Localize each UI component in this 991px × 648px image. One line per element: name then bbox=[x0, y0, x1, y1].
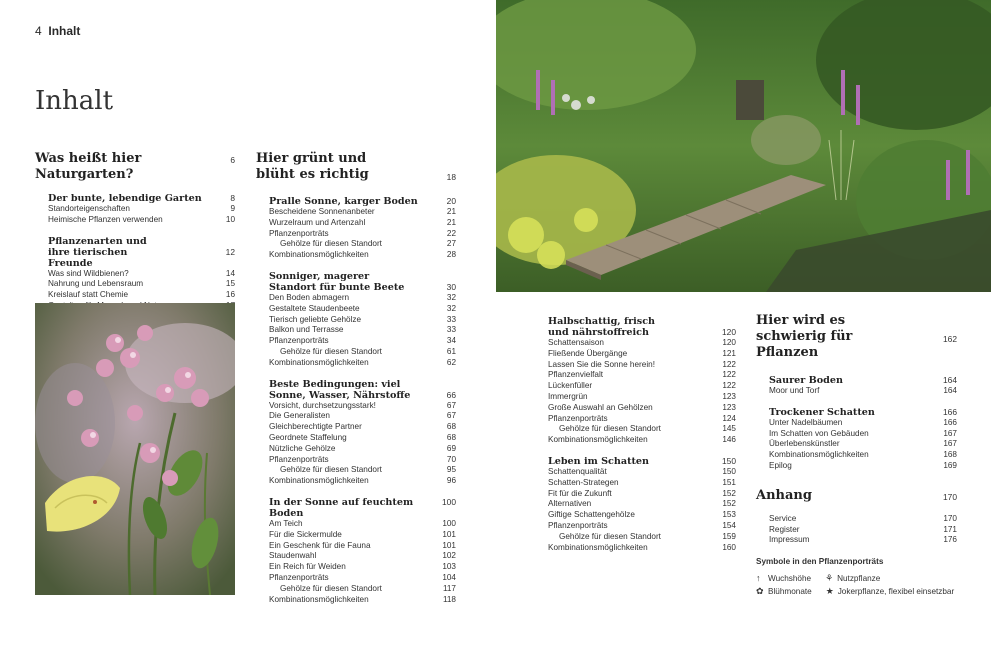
entry-page: 152 bbox=[722, 488, 736, 498]
entry-page: 160 bbox=[722, 542, 736, 552]
entry-label: Gehölze für diesen Standort bbox=[280, 239, 382, 249]
section-title: Trockener Schatten bbox=[769, 406, 875, 418]
entry-label: Nützliche Gehölze bbox=[269, 443, 336, 453]
toc-entry[interactable] bbox=[269, 476, 456, 487]
section-heading[interactable] bbox=[269, 497, 456, 519]
legend-row bbox=[756, 572, 966, 585]
toc-entry[interactable] bbox=[548, 478, 736, 489]
entry-label: Kombinationsmöglichkeiten bbox=[269, 594, 369, 604]
entry-page: 117 bbox=[442, 583, 456, 593]
toc-entry[interactable] bbox=[48, 279, 235, 290]
toc-column-1 bbox=[35, 151, 235, 312]
toc-column-4 bbox=[756, 313, 957, 546]
section-heading[interactable] bbox=[48, 236, 235, 269]
entry-page: 122 bbox=[722, 381, 736, 391]
section-title: Pflanzenarten und ihre tierischen Freunde bbox=[48, 235, 147, 269]
page-title: Inhalt bbox=[35, 86, 114, 116]
toc-entry[interactable] bbox=[269, 304, 456, 315]
entry-page: 153 bbox=[722, 510, 736, 520]
legend-row bbox=[756, 585, 966, 598]
entry-label: Fit für die Zukunft bbox=[548, 488, 612, 498]
entry-page: 32 bbox=[446, 292, 456, 302]
entry-label: Balkon und Terrasse bbox=[269, 325, 344, 335]
entry-page: 154 bbox=[722, 520, 736, 530]
star-icon: ★ bbox=[825, 586, 834, 596]
entry-label: Am Teich bbox=[269, 518, 303, 528]
toc-entry[interactable] bbox=[548, 467, 736, 478]
legend-label: Jokerpflanze, flexibel einsetzbar bbox=[837, 587, 955, 596]
toc-group bbox=[35, 236, 235, 312]
entry-label: Pflanzenporträts bbox=[548, 520, 608, 530]
section-title: Beste Bedingungen: viel Sonne, Wasser, Nährstoffe bbox=[269, 378, 411, 401]
entry-label: Schattensaison bbox=[548, 338, 604, 347]
entry-label: Pflanzenvielfalt bbox=[548, 370, 604, 380]
toc-entry[interactable] bbox=[548, 414, 736, 425]
toc-entry[interactable] bbox=[548, 510, 736, 521]
entry-label: Gehölze für diesen Standort bbox=[559, 424, 661, 434]
entry-label: Fließende Übergänge bbox=[548, 348, 628, 358]
toc-entry[interactable] bbox=[269, 218, 456, 229]
toc-entry[interactable] bbox=[769, 461, 957, 472]
entry-page: 68 bbox=[446, 422, 456, 432]
entry-label: Große Auswahl an Gehölzen bbox=[548, 402, 653, 412]
entry-page: 15 bbox=[225, 279, 235, 289]
entry-page: 103 bbox=[442, 562, 456, 572]
entry-label: Ein Geschenk für die Fauna bbox=[269, 540, 371, 550]
entry-label: Schatten-Strategen bbox=[548, 477, 619, 487]
toc-group bbox=[35, 193, 235, 226]
page-label: Inhalt bbox=[48, 24, 81, 38]
section-title: Halbschattig, frisch und nährstoffreich bbox=[548, 316, 656, 338]
entry-label: Gehölze für diesen Standort bbox=[280, 465, 382, 475]
section-page: 120 bbox=[722, 327, 736, 337]
toc-entry[interactable] bbox=[548, 499, 736, 510]
entry-page: 33 bbox=[446, 314, 456, 324]
section-title: Saurer Boden bbox=[769, 375, 843, 386]
toc-entry[interactable] bbox=[269, 422, 456, 433]
entry-page: 118 bbox=[442, 594, 456, 604]
entry-page: 171 bbox=[943, 524, 957, 534]
entry-label: Gehölze für diesen Standort bbox=[280, 583, 382, 593]
entry-page: 101 bbox=[442, 529, 456, 539]
section-title: Der bunte, lebendige Garten bbox=[48, 193, 202, 204]
toc-entry[interactable] bbox=[269, 401, 456, 412]
entry-label: Überlebenskünstler bbox=[769, 439, 840, 449]
entry-label: Pflanzenporträts bbox=[269, 572, 329, 582]
toc-entry[interactable] bbox=[769, 514, 957, 525]
section-page: 66 bbox=[446, 389, 456, 400]
entry-page: 122 bbox=[722, 370, 736, 380]
entry-label: Standorteigenschaften bbox=[48, 204, 130, 213]
section-heading[interactable] bbox=[548, 316, 736, 338]
page-header bbox=[35, 24, 80, 38]
toc-group bbox=[756, 514, 957, 546]
entry-label: Kombinationsmöglichkeiten bbox=[269, 476, 369, 486]
legend-item bbox=[825, 572, 880, 585]
entry-page: 10 bbox=[225, 214, 235, 224]
chapter-page: 162 bbox=[943, 334, 957, 344]
symbol-legend bbox=[756, 555, 966, 598]
toc-entry[interactable] bbox=[269, 325, 456, 336]
entry-label: Was sind Wildbienen? bbox=[48, 268, 129, 278]
entry-page: 70 bbox=[446, 454, 456, 464]
toc-entry[interactable] bbox=[548, 521, 736, 532]
toc-entry[interactable] bbox=[769, 535, 957, 546]
entry-page: 34 bbox=[446, 336, 456, 346]
toc-entry[interactable] bbox=[48, 215, 235, 226]
toc-entry[interactable] bbox=[48, 269, 235, 280]
legend-label: Blühmonate bbox=[768, 587, 812, 596]
chapter-title: Hier grünt und blüht es richtig bbox=[256, 151, 369, 182]
toc-group bbox=[256, 271, 456, 369]
entry-label: Nahrung und Lebensraum bbox=[48, 279, 144, 289]
chapter-page: 6 bbox=[230, 155, 235, 165]
toc-entry[interactable] bbox=[548, 489, 736, 500]
entry-label: Unter Nadelbäumen bbox=[769, 417, 843, 427]
entry-label: Vorsicht, durchsetzungsstark! bbox=[269, 400, 376, 410]
toc-entry[interactable] bbox=[548, 403, 736, 414]
entry-label: Für die Sickermulde bbox=[269, 529, 342, 539]
entry-label: Staudenwahl bbox=[269, 551, 317, 561]
toc-entry[interactable] bbox=[769, 429, 957, 440]
toc-group bbox=[756, 407, 957, 472]
entry-label: Kombinationsmöglichkeiten bbox=[548, 542, 648, 552]
entry-page: 123 bbox=[722, 391, 736, 401]
entry-page: 167 bbox=[943, 428, 957, 438]
entry-page: 67 bbox=[446, 400, 456, 410]
toc-entry[interactable] bbox=[769, 525, 957, 536]
toc-column-2 bbox=[256, 151, 456, 605]
toc-entry[interactable] bbox=[269, 551, 456, 562]
entry-page: 124 bbox=[722, 413, 736, 423]
entry-page: 27 bbox=[446, 239, 456, 249]
garden-photo bbox=[496, 0, 991, 292]
entry-page: 16 bbox=[225, 290, 235, 300]
section-heading[interactable] bbox=[48, 193, 235, 204]
entry-label: Epilog bbox=[769, 460, 792, 470]
entry-label: Lückenfüller bbox=[548, 381, 593, 391]
entry-label: Gestaltete Staudenbeete bbox=[269, 303, 360, 313]
entry-label: Den Boden abmagern bbox=[269, 292, 350, 302]
entry-page: 151 bbox=[722, 477, 736, 487]
entry-label: Pflanzenporträts bbox=[269, 336, 329, 346]
toc-group bbox=[548, 456, 736, 553]
toc-entry[interactable] bbox=[269, 411, 456, 422]
entry-label: Heimische Pflanzen verwenden bbox=[48, 214, 163, 224]
toc-entry[interactable] bbox=[269, 444, 456, 455]
toc-chapter[interactable] bbox=[756, 488, 957, 504]
section-heading[interactable] bbox=[548, 456, 736, 467]
entry-label: Moor und Torf bbox=[769, 386, 820, 395]
toc-entry[interactable] bbox=[269, 347, 456, 358]
entry-label: Schattenqualität bbox=[548, 466, 607, 476]
toc-entry[interactable] bbox=[548, 392, 736, 403]
legend-label: Wuchshöhe bbox=[768, 574, 812, 583]
toc-column-3 bbox=[548, 316, 736, 553]
toc-group bbox=[256, 379, 456, 487]
entry-page: 120 bbox=[722, 338, 736, 347]
entry-page: 123 bbox=[722, 402, 736, 412]
entry-page: 100 bbox=[442, 518, 456, 528]
entry-label: Tierisch geliebte Gehölze bbox=[269, 314, 362, 324]
entry-page: 152 bbox=[722, 499, 736, 509]
section-page: 100 bbox=[442, 496, 456, 507]
entry-label: Ein Reich für Weiden bbox=[269, 562, 346, 572]
entry-label: Die Generalisten bbox=[269, 411, 330, 421]
toc-entry[interactable] bbox=[269, 595, 456, 606]
toc-entry[interactable] bbox=[269, 336, 456, 347]
legend-item bbox=[826, 585, 955, 598]
entry-page: 167 bbox=[943, 439, 957, 449]
toc-entry[interactable] bbox=[269, 433, 456, 444]
entry-page: 176 bbox=[943, 535, 957, 545]
entry-label: Kombinationsmöglichkeiten bbox=[269, 357, 369, 367]
toc-entry[interactable] bbox=[548, 370, 736, 381]
section-title: Leben im Schatten bbox=[548, 455, 650, 467]
oregano-butterfly-image bbox=[35, 303, 235, 595]
section-page: 12 bbox=[225, 246, 235, 257]
entry-page: 21 bbox=[446, 207, 456, 216]
entry-page: 168 bbox=[943, 450, 957, 460]
legend-item bbox=[756, 585, 812, 598]
toc-entry[interactable] bbox=[548, 381, 736, 392]
toc-entry[interactable] bbox=[269, 315, 456, 326]
entry-label: Gleichberechtigte Partner bbox=[269, 422, 362, 432]
entry-page: 159 bbox=[722, 531, 736, 541]
toc-entry[interactable] bbox=[269, 541, 456, 552]
entry-label: Kombinationsmöglichkeiten bbox=[269, 250, 369, 260]
section-page: 20 bbox=[446, 196, 456, 206]
toc-entry[interactable] bbox=[548, 338, 736, 349]
toc-entry[interactable] bbox=[48, 204, 235, 215]
chapter-title: Was heißt hier Naturgarten? bbox=[35, 151, 142, 182]
toc-entry[interactable] bbox=[269, 293, 456, 304]
entry-page: 164 bbox=[943, 386, 957, 395]
entry-page: 21 bbox=[446, 217, 456, 227]
toc-entry[interactable] bbox=[269, 573, 456, 584]
toc-entry[interactable] bbox=[269, 358, 456, 369]
page-number: 4 bbox=[35, 24, 42, 38]
entry-label: Pflanzenporträts bbox=[269, 454, 329, 464]
entry-page: 121 bbox=[722, 348, 736, 358]
section-heading[interactable] bbox=[269, 196, 456, 207]
chapter-page: 18 bbox=[446, 172, 456, 182]
entry-page: 32 bbox=[446, 303, 456, 313]
toc-entry[interactable] bbox=[269, 465, 456, 476]
section-page: 30 bbox=[446, 281, 456, 292]
toc-chapter[interactable] bbox=[756, 313, 957, 361]
section-title: Pralle Sonne, karger Boden bbox=[269, 196, 418, 207]
entry-page: 95 bbox=[446, 465, 456, 475]
toc-entry[interactable] bbox=[548, 435, 736, 446]
entry-page: 122 bbox=[722, 359, 736, 369]
entry-page: 102 bbox=[442, 551, 456, 561]
entry-page: 69 bbox=[446, 443, 456, 453]
entry-page: 61 bbox=[446, 346, 456, 356]
toc-entry[interactable] bbox=[269, 455, 456, 466]
entry-page: 33 bbox=[446, 325, 456, 335]
entry-label: Pflanzenporträts bbox=[548, 413, 608, 423]
toc-entry[interactable] bbox=[548, 360, 736, 371]
entry-page: 169 bbox=[943, 460, 957, 470]
entry-label: Immergrün bbox=[548, 391, 588, 401]
section-title: Sonniger, magerer Standort für bunte Beete bbox=[269, 270, 405, 293]
entry-page: 14 bbox=[225, 268, 235, 278]
entry-page: 104 bbox=[442, 572, 456, 582]
entry-label: Impressum bbox=[769, 535, 810, 545]
toc-chapter[interactable] bbox=[256, 151, 456, 183]
entry-label: Bescheidene Sonnenanbeter bbox=[269, 207, 375, 216]
toc-entry[interactable] bbox=[548, 543, 736, 554]
toc-entry[interactable] bbox=[269, 562, 456, 573]
entry-page: 146 bbox=[722, 435, 736, 445]
entry-page: 9 bbox=[230, 204, 235, 213]
appendix-page: 170 bbox=[943, 491, 957, 502]
entry-page: 170 bbox=[943, 513, 957, 523]
chapter-title: Hier wird es schwierig für Pflanzen bbox=[756, 313, 853, 360]
entry-label: Pflanzenporträts bbox=[269, 228, 329, 238]
plant-icon: ⚘ bbox=[825, 573, 834, 583]
entry-label: Kombinationsmöglichkeiten bbox=[548, 435, 648, 445]
entry-label: Service bbox=[769, 513, 797, 523]
toc-entry[interactable] bbox=[269, 584, 456, 595]
section-heading[interactable] bbox=[769, 407, 957, 418]
section-page: 166 bbox=[943, 406, 957, 417]
entry-label: Im Schatten von Gebäuden bbox=[769, 428, 869, 438]
entry-label: Kreislauf statt Chemie bbox=[48, 290, 129, 300]
legend-item bbox=[756, 572, 811, 585]
toc-group bbox=[756, 375, 957, 397]
flower-photo bbox=[35, 303, 235, 595]
entry-label: Giftige Schattengehölze bbox=[548, 510, 635, 520]
entry-label: Gehölze für diesen Standort bbox=[280, 346, 382, 356]
toc-entry[interactable] bbox=[269, 250, 456, 261]
toc-entry[interactable] bbox=[769, 418, 957, 429]
toc-entry[interactable] bbox=[769, 386, 957, 397]
entry-page: 68 bbox=[446, 432, 456, 442]
entry-page: 28 bbox=[446, 250, 456, 260]
section-heading[interactable] bbox=[269, 271, 456, 293]
flower-icon: ✿ bbox=[756, 586, 764, 596]
toc-entry[interactable] bbox=[269, 530, 456, 541]
toc-group bbox=[548, 316, 736, 446]
arrow-up-icon: ↑ bbox=[756, 573, 761, 583]
toc-entry[interactable] bbox=[269, 207, 456, 218]
toc-group bbox=[256, 196, 456, 261]
entry-page: 67 bbox=[446, 411, 456, 421]
section-page: 164 bbox=[943, 375, 957, 385]
toc-entry[interactable] bbox=[548, 349, 736, 360]
toc-entry[interactable] bbox=[269, 239, 456, 250]
toc-entry[interactable] bbox=[269, 519, 456, 530]
entry-label: Alternativen bbox=[548, 499, 592, 509]
entry-page: 22 bbox=[446, 228, 456, 238]
entry-label: Gehölze für diesen Standort bbox=[559, 531, 661, 541]
section-page: 8 bbox=[230, 193, 235, 203]
garden-pond-image bbox=[496, 0, 991, 292]
toc-entry[interactable] bbox=[769, 439, 957, 450]
appendix-title: Anhang bbox=[756, 487, 812, 503]
section-title: In der Sonne auf feuchtem Boden bbox=[269, 496, 414, 519]
toc-entry[interactable] bbox=[269, 229, 456, 240]
entry-page: 96 bbox=[446, 476, 456, 486]
toc-entry[interactable] bbox=[48, 290, 235, 301]
entry-page: 101 bbox=[442, 540, 456, 550]
legend-label: Nutzpflanze bbox=[837, 574, 881, 583]
entry-label: Kombinationsmöglichkeiten bbox=[769, 450, 869, 460]
toc-entry[interactable] bbox=[548, 532, 736, 543]
section-heading[interactable] bbox=[769, 375, 957, 386]
legend-title: Symbole in den Pflanzenporträts bbox=[756, 557, 884, 566]
section-page: 150 bbox=[722, 455, 736, 466]
section-heading[interactable] bbox=[269, 379, 456, 401]
entry-page: 145 bbox=[722, 424, 736, 434]
entry-label: Lassen Sie die Sonne herein! bbox=[548, 359, 655, 369]
toc-entry[interactable] bbox=[769, 450, 957, 461]
entry-page: 166 bbox=[943, 417, 957, 427]
toc-group bbox=[256, 497, 456, 605]
toc-entry[interactable] bbox=[548, 424, 736, 435]
entry-page: 62 bbox=[446, 357, 456, 367]
toc-chapter[interactable] bbox=[35, 151, 235, 183]
entry-label: Geordnete Staffelung bbox=[269, 432, 347, 442]
entry-label: Wurzelraum und Artenzahl bbox=[269, 217, 366, 227]
entry-label: Register bbox=[769, 524, 800, 534]
entry-page: 150 bbox=[722, 466, 736, 476]
